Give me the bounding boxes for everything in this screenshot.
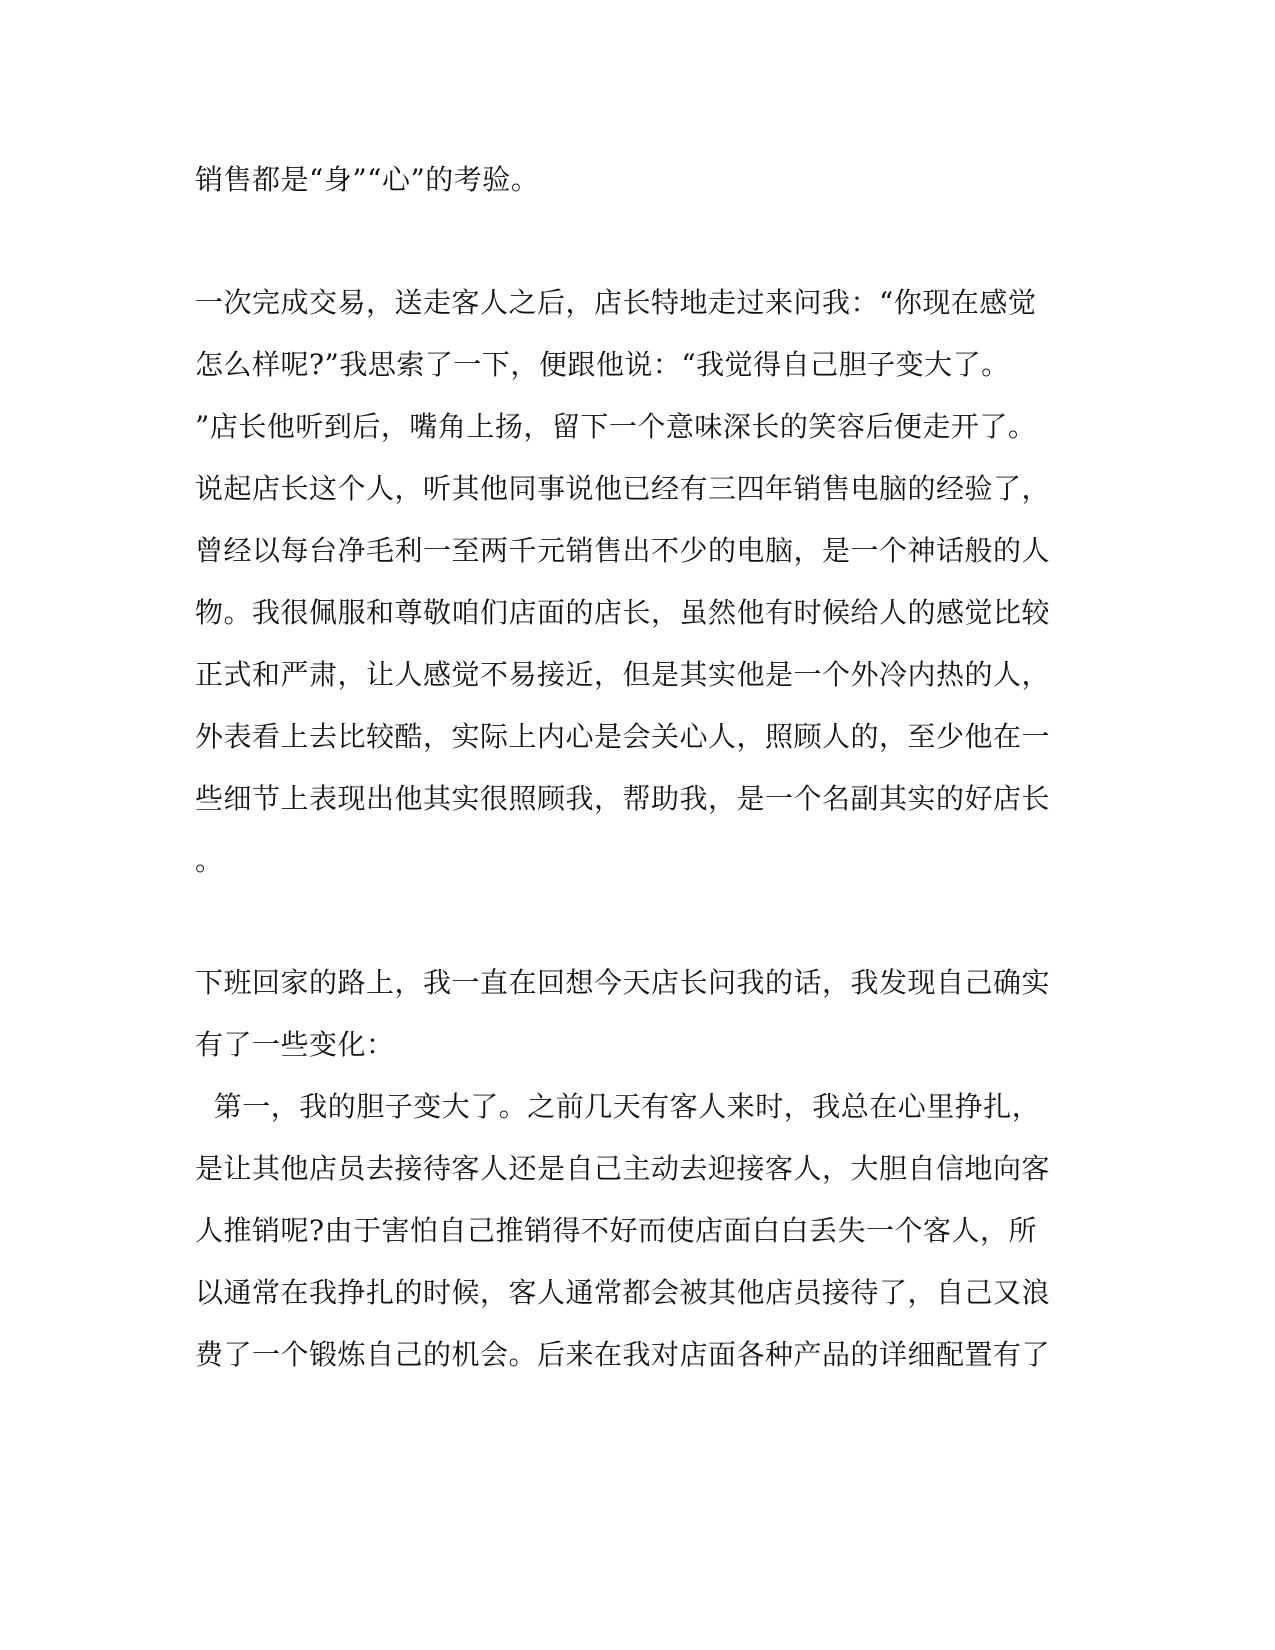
text-line-8: 正式和严肃，让人感觉不易接近，但是其实他是一个外冷内热的人，: [195, 658, 1051, 691]
text-line-16: 人推销呢?由于害怕自己推销得不好而使店面白白丢失一个客人，所: [195, 1214, 1038, 1247]
text-line-7: 物。我很佩服和尊敬咱们店面的店长，虽然他有时候给人的感觉比较: [195, 596, 1051, 629]
text-line-10: 些细节上表现出他其实很照顾我，帮助我，是一个名副其实的好店长: [195, 782, 1051, 815]
text-line-11: 。: [195, 844, 224, 877]
text-line-13: 有了一些变化：: [195, 1028, 395, 1061]
text-line-17: 以通常在我挣扎的时候，客人通常都会被其他店员接待了，自己又浪: [195, 1276, 1051, 1309]
text-line-15: 是让其他店员去接待客人还是自己主动去迎接客人，大胆自信地向客: [195, 1152, 1051, 1185]
text-line-9: 外表看上去比较酷，实际上内心是会关心人，照顾人的，至少他在一: [195, 720, 1051, 753]
text-line-14: 第一，我的胆子变大了。之前几天有客人来时，我总在心里挣扎，: [195, 1090, 1041, 1123]
text-line-6: 曾经以每台净毛利一至两千元销售出不少的电脑，是一个神话般的人: [195, 534, 1051, 567]
text-line-4: ”店长他听到后，嘴角上扬，留下一个意味深长的笑容后便走开了。: [195, 410, 1037, 443]
text-line-1: 销售都是“身”“心”的考验。: [195, 163, 540, 196]
text-line-3: 怎么样呢?”我思索了一下，便跟他说：“我觉得自己胆子变大了。: [195, 348, 1010, 381]
text-line-5: 说起店长这个人，听其他同事说他已经有三四年销售电脑的经验了，: [195, 472, 1051, 505]
text-line-2: 一次完成交易，送走客人之后，店长特地走过来问我：“你现在感觉: [195, 286, 1037, 319]
text-line-12: 下班回家的路上，我一直在回想今天店长问我的话，我发现自己确实: [195, 966, 1051, 999]
text-line-18: 费了一个锻炼自己的机会。后来在我对店面各种产品的详细配置有了: [195, 1338, 1051, 1371]
